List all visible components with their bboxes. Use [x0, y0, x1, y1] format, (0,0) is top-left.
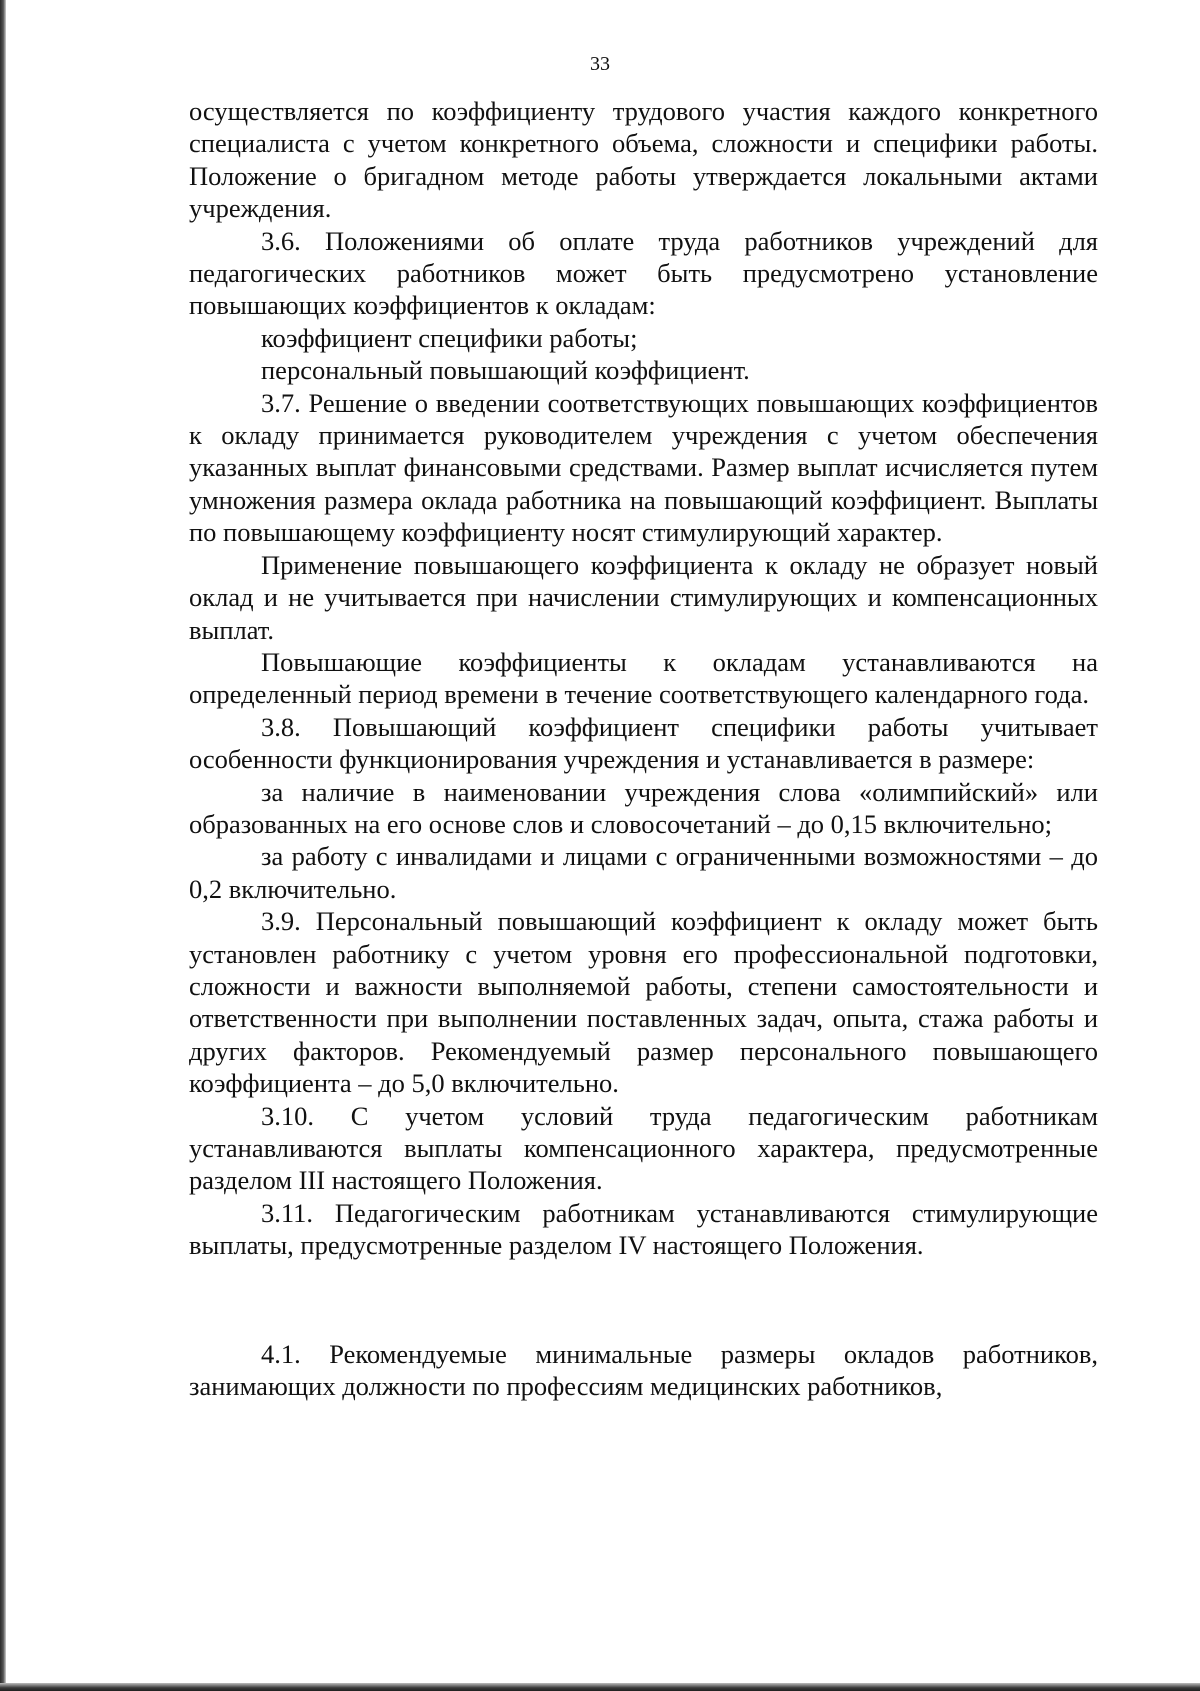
body-text — [189, 95, 1098, 1402]
list-item-olympic: за наличие в наименовании учреждения слова «олимпийский» или образованных на его основе слов и словосочетаний – до 0,15 включительно; — [189, 776, 1098, 839]
paragraph-coefficient-application: Применение повышающего коэффициента к окладу не образует новый оклад и не учитывается при начислении стимулирующих и компенсационных выплат. — [189, 549, 1098, 645]
paragraph-continuation: осуществляется по коэффициенту трудового участия каждого конкретного специалиста с учетом конкретного объема, сложности и специфики работы. Положение о бригадном методе работы утверждается локальными актами учреждения. — [189, 96, 1098, 224]
paragraph-3-7: 3.7. Решение о введении соответствующих повышающих коэффициентов к окладу принимается руководителем учреждения с учетом обеспечения указанных выплат финансовыми средствами. Размер выплат исчисляется путем умножения размера оклада работника на повышающий коэффициент. Выплаты по повышающему коэффициенту носят стимулирующий характер. — [189, 387, 1098, 548]
heading-spacer — [189, 1300, 1098, 1338]
paragraph-coefficient-period: Повышающие коэффициенты к окладам устанавливаются на определенный период времени в течение соответствующего календарного года. — [189, 646, 1098, 710]
paragraph-4-1: 4.1. Рекомендуемые минимальные размеры окладов работников, занимающих должности по профессиям медицинских работников, — [189, 1338, 1098, 1402]
paragraph-3-11: 3.11. Педагогическим работникам устанавливаются стимулирующие выплаты, предусмотренные разделом IV настоящего Положения. — [189, 1197, 1098, 1261]
paragraph-3-10: 3.10. С учетом условий труда педагогическим работникам устанавливаются выплаты компенсационного характера, предусмотренные разделом III настоящего Положения. — [189, 1100, 1098, 1196]
paragraph-3-6: 3.6. Положениями об оплате труда работников учреждений для педагогических работников может быть предусмотрено установление повышающих коэффициентов к окладам: — [189, 225, 1098, 321]
list-item-specifics-coefficient: коэффициент специфики работы; — [261, 322, 638, 353]
paragraph-3-9: 3.9. Персональный повышающий коэффициент к окладу может быть установлен работнику с учетом уровня его профессиональной подготовки, сложности и важности выполняемой работы, степени самостоятельности и ответственности при выполнении поставленных задач, опыта, стажа работы и других факторов. Рекомендуемый размер персонального повышающего коэффициента – до 5,0 включительно. — [189, 906, 1098, 1099]
paragraph-3-8: 3.8. Повышающий коэффициент специфики работы учитывает особенности функционирования учреждения и устанавливается в размере: — [189, 711, 1098, 775]
list-item-personal-coefficient: персональный повышающий коэффициент. — [261, 355, 750, 386]
scan-left-edge — [0, 0, 6, 1691]
scan-bottom-edge — [0, 1683, 1200, 1691]
list-item-disabled: за работу с инвалидами и лицами с ограниченными возможностями – до 0,2 включительно. — [189, 841, 1098, 904]
page-number: 33 — [590, 53, 610, 75]
